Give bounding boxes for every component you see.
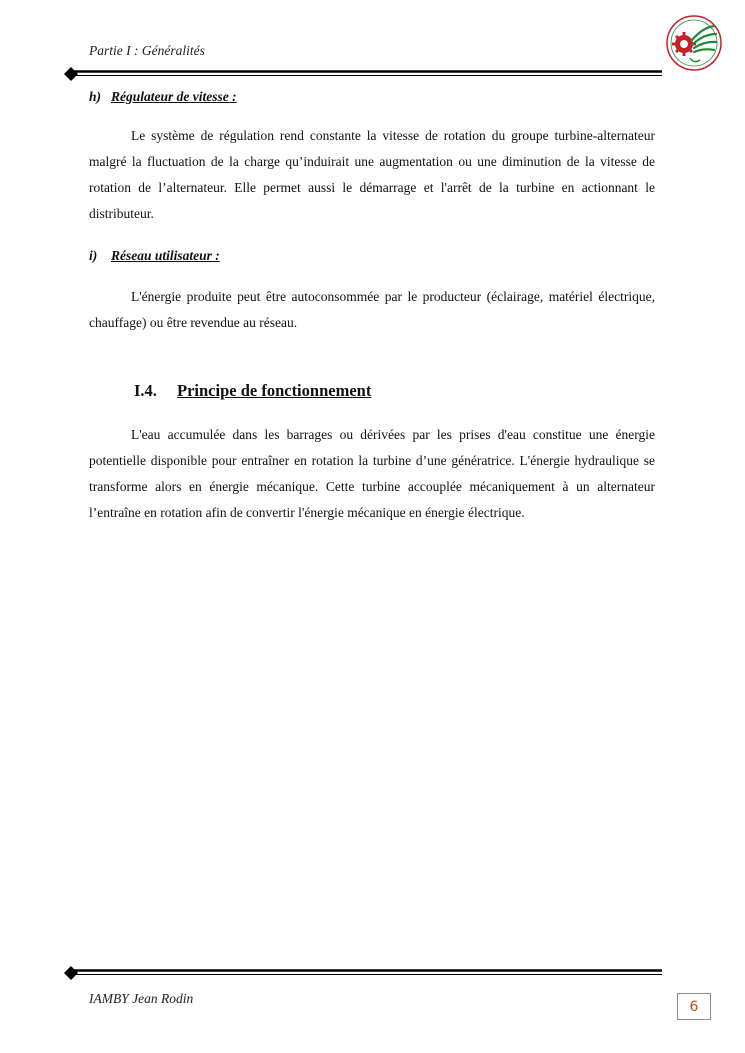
paragraph-regulateur: Le système de régulation rend constante la vitesse de rotation du groupe turbine-alternateur malgré la fluctuation de la charge qu’induirait une augmentation ou une diminution de la vitesse de rotation de l’alternateur. Elle permet aussi le démarrage et l'arrêt de la turbine en actionnant le distributeur.	[89, 128, 655, 221]
paragraph-principe: L'eau accumulée dans les barrages ou dérivées par les prises d'eau constitue une énergie potentielle disponible pour entraîner en rotation la turbine d’une génératrice. L'énergie hydraulique se transforme alors en énergie mécanique. Cette turbine accouplée mécaniquement à un alternateur l’entraîne en rotation afin de convertir l'énergie mécanique en énergie électrique.	[89, 427, 655, 520]
footer-author: IAMBY Jean Rodin	[89, 991, 194, 1006]
section-heading	[134, 381, 371, 401]
university-logo-icon	[664, 14, 724, 72]
subheading-i-letter: i)	[89, 248, 98, 263]
section-title: Principe de fonctionnement	[177, 381, 372, 400]
section-number: I.4.	[134, 381, 157, 400]
subheading-i	[89, 248, 220, 264]
subheading-h-title: Régulateur de vitesse :	[111, 89, 237, 104]
paragraph-reseau: L'énergie produite peut être autoconsommée par le producteur (éclairage, matériel électrique, chauffage) ou être revendue au réseau.	[89, 289, 655, 330]
header-divider	[64, 67, 662, 81]
header-part-title: Partie I : Généralités	[89, 43, 205, 58]
footer-divider	[64, 966, 662, 980]
subheading-h-letter: h)	[89, 89, 102, 104]
page-number: 6	[677, 993, 711, 1020]
subheading-h	[89, 89, 237, 105]
subheading-i-title: Réseau utilisateur :	[111, 248, 220, 263]
